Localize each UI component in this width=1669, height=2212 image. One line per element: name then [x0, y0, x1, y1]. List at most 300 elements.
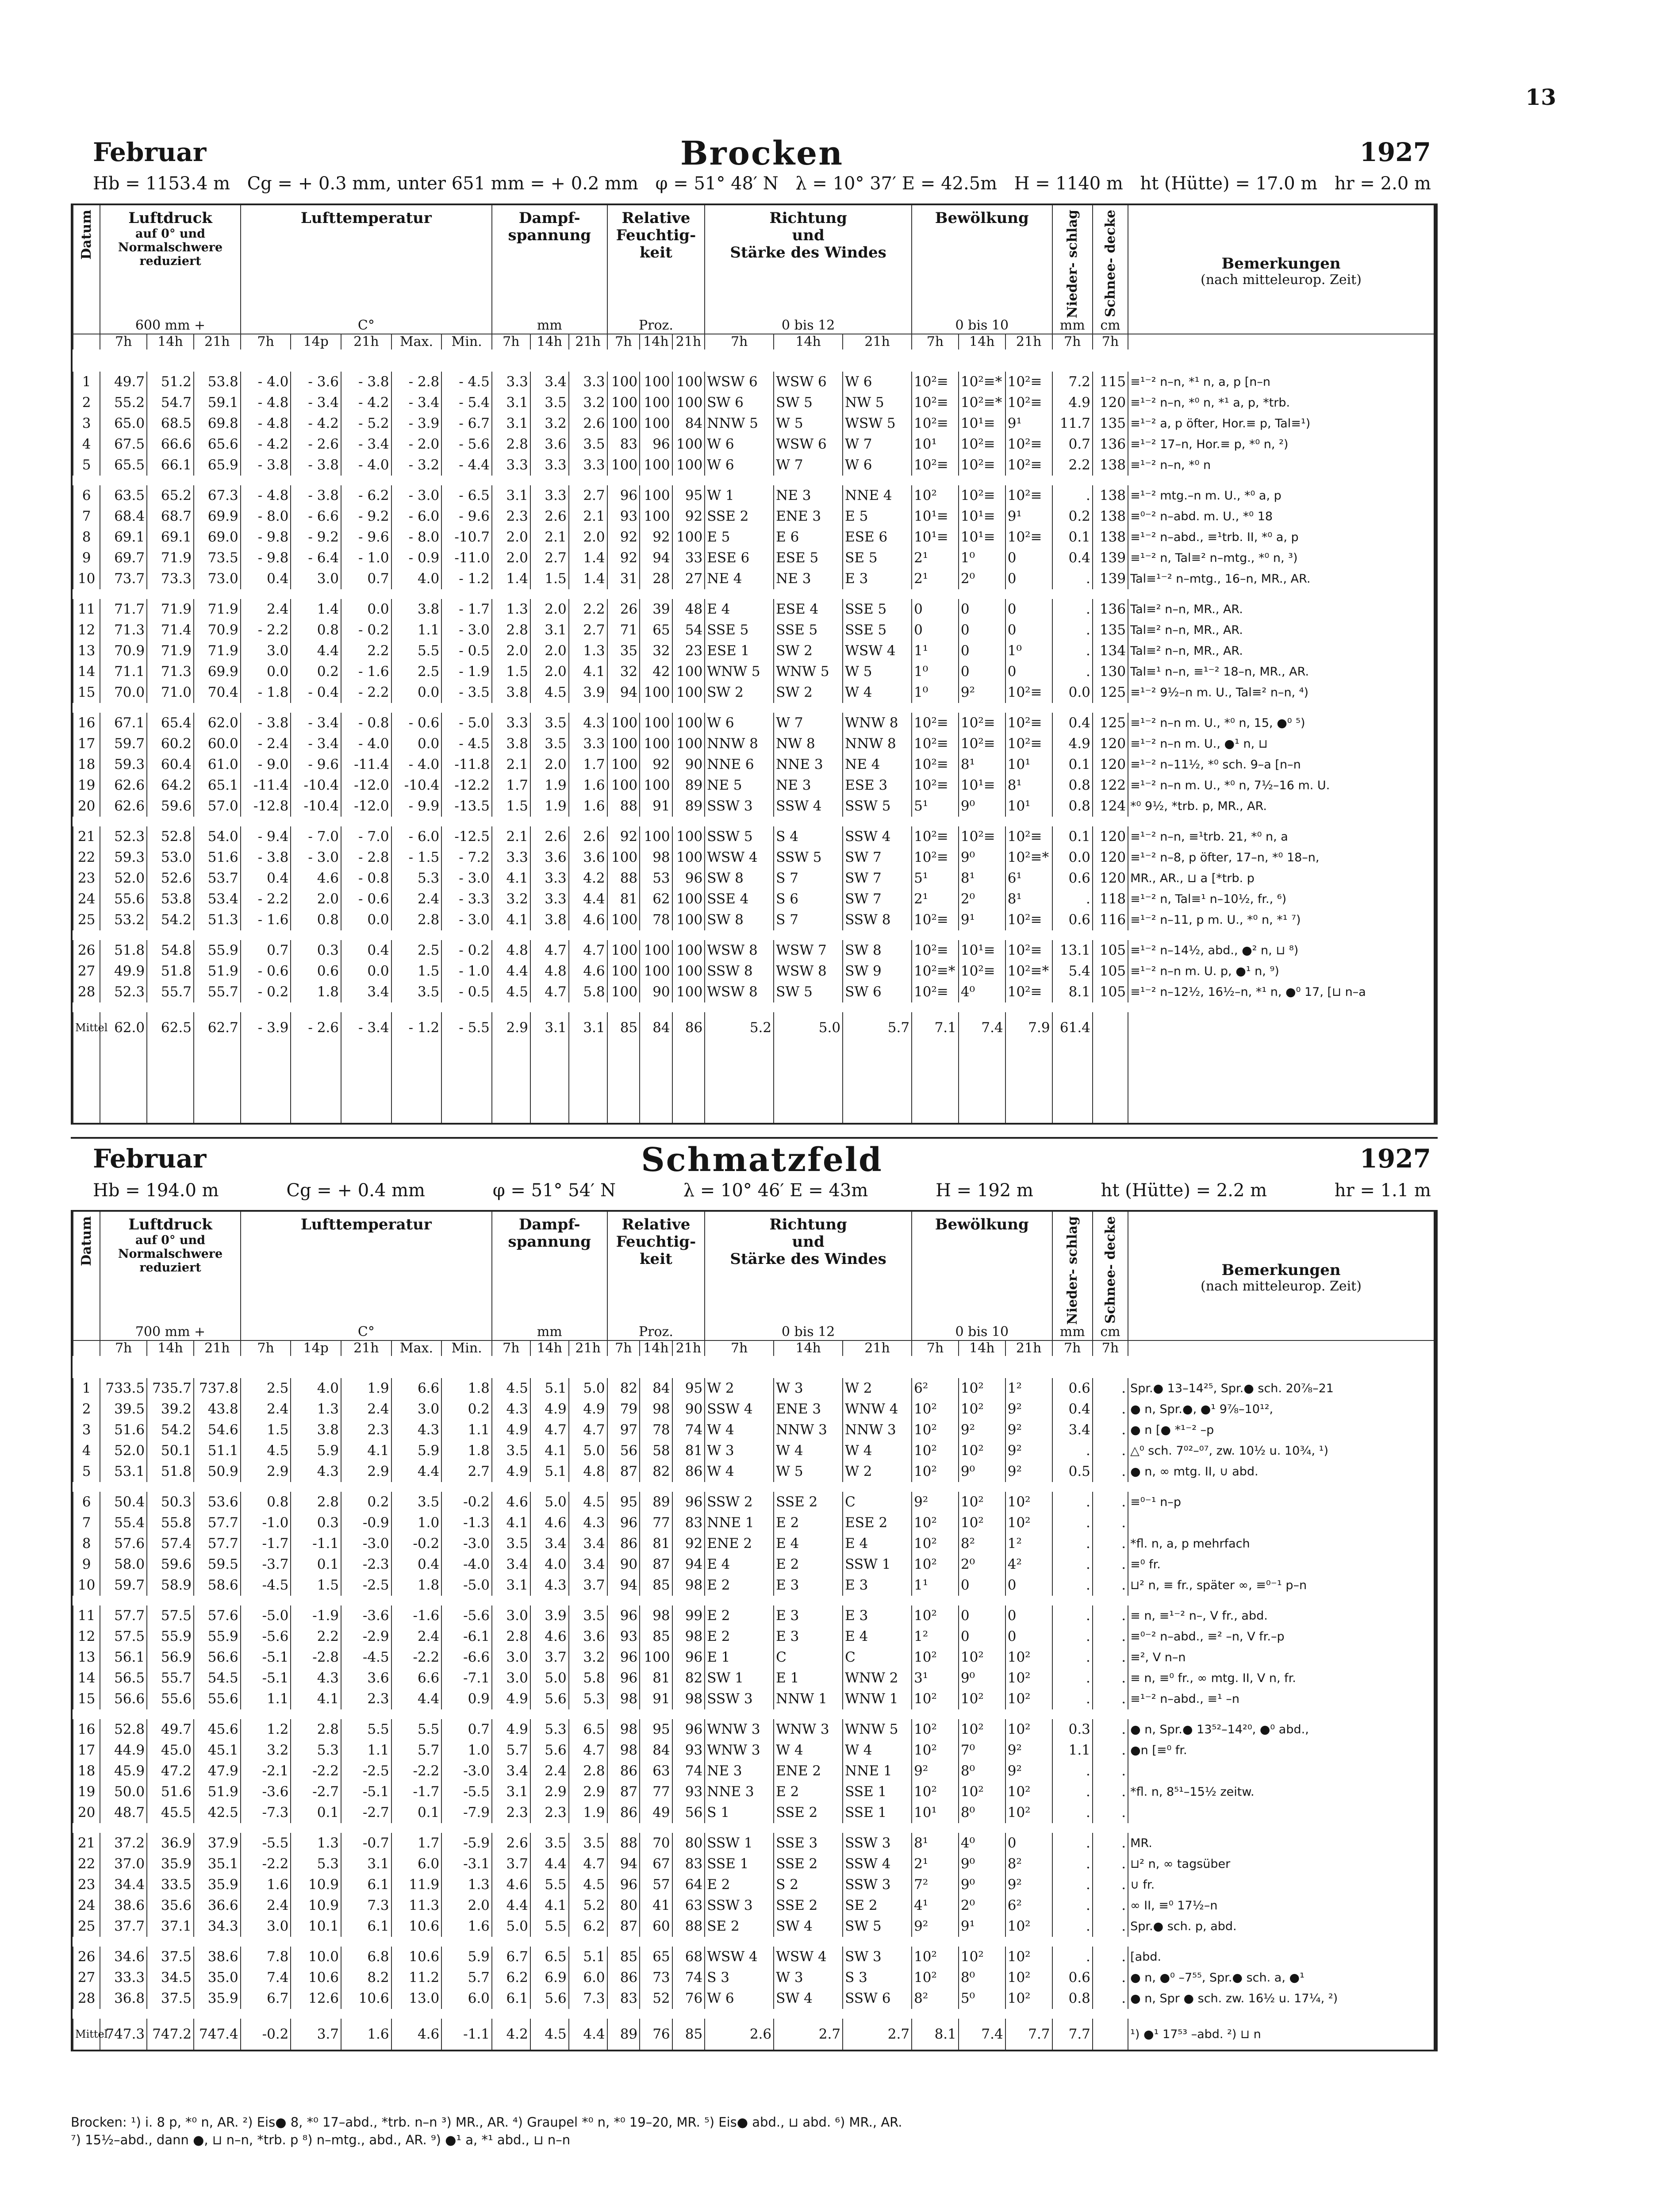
table-cell: 9² [912, 1916, 959, 1942]
table-cell: 0 [959, 1626, 1005, 1647]
table-cell: 92 [607, 548, 640, 568]
table-cell: 82 [640, 1461, 672, 1487]
table-cell: 60 [640, 1916, 672, 1942]
table-row [73, 1689, 1434, 1714]
station-constant: λ = 10° 46′ E = 43m [683, 1180, 868, 1201]
table-cell: SSW 4 [843, 1854, 912, 1874]
table-cell: 73.7 [100, 568, 147, 594]
header-schneedecke-label: Schnee- decke [1102, 1216, 1118, 1324]
table-cell: -2.2 [291, 1761, 341, 1782]
table-cell: 1.9 [530, 775, 569, 796]
table-cell: 3.1 [492, 1575, 530, 1601]
table-cell: 82 [607, 1367, 640, 1399]
table-cell: ≡¹⁻² n, Tal≡¹ n–10½, fr., ⁶) [1128, 889, 1434, 910]
table-cell: 138 [1093, 455, 1128, 480]
table-cell: 10¹ [912, 1802, 959, 1828]
table-cell: 9⁰ [959, 1668, 1005, 1689]
table-cell: 10²≡ [959, 822, 1005, 847]
mean-cell: 4.4 [569, 2014, 607, 2050]
table-cell: 10²≡* [1005, 847, 1052, 868]
table-cell: 98 [640, 1601, 672, 1626]
table-cell: SW 4 [774, 1916, 843, 1942]
table-cell: 9 [73, 1554, 100, 1575]
table-cell: 28 [640, 568, 672, 594]
table-cell: 10¹ [912, 434, 959, 455]
table-cell: 52.0 [100, 868, 147, 889]
table-cell: SSE 2 [774, 1487, 843, 1513]
header-dampfspannung [492, 1212, 607, 1325]
table-cell: 94 [672, 1554, 705, 1575]
table-cell: 0 [959, 641, 1005, 661]
table-cell: 87 [607, 1461, 640, 1487]
table-cell: 2.0 [530, 754, 569, 775]
table-cell: 19 [73, 775, 100, 796]
table-cell: 3.5 [391, 982, 442, 1007]
table-cell: . [1052, 1828, 1093, 1854]
table-cell: 105 [1093, 961, 1128, 982]
table-cell: 2.6 [530, 506, 569, 527]
table-cell: 8.1 [1052, 982, 1093, 1007]
table-cell: 15 [73, 1689, 100, 1714]
table-cell: 1.8 [391, 1575, 442, 1601]
table-cell: - 9.2 [341, 506, 391, 527]
table-cell: -5.9 [441, 1828, 492, 1854]
table-cell: SW 2 [705, 682, 774, 708]
table-cell: 62.0 [194, 708, 241, 733]
table-cell: SW 1 [705, 1668, 774, 1689]
header-term: 21h [569, 334, 607, 361]
table-cell: 8¹ [1005, 775, 1052, 796]
table-cell: 1.5 [492, 796, 530, 822]
table-cell: . [1052, 1874, 1093, 1895]
table-cell: -5.6 [241, 1626, 291, 1647]
table-cell: SW 8 [705, 910, 774, 935]
table-cell: SW 3 [843, 1942, 912, 1967]
table-cell: 83 [607, 1988, 640, 2014]
table-cell: E 3 [774, 1626, 843, 1647]
station-constant: hr = 1.1 m [1334, 1180, 1431, 1201]
table-row [73, 889, 1434, 910]
table-cell: 3.3 [492, 847, 530, 868]
table-cell: ≡¹⁻² n–n m. U. p, ●¹ n, ⁹) [1128, 961, 1434, 982]
table-cell: 71.7 [100, 594, 147, 620]
table-cell: 2.0 [441, 1895, 492, 1916]
table-cell: 0 [1005, 661, 1052, 682]
table-cell: 3.5 [569, 1601, 607, 1626]
table-cell: W 3 [705, 1440, 774, 1461]
header-term: Max. [391, 1340, 442, 1367]
table-cell: E 2 [705, 1601, 774, 1626]
table-cell: 39 [640, 594, 672, 620]
table-cell: 3.1 [492, 480, 530, 506]
table-cell: W 5 [774, 1461, 843, 1487]
table-cell: . [1093, 1513, 1128, 1533]
table-cell: 9² [1005, 1740, 1052, 1761]
table-cell: 15 [73, 682, 100, 708]
table-cell: 58.0 [100, 1554, 147, 1575]
table-cell: 92 [607, 822, 640, 847]
table-cell: - 9.8 [241, 548, 291, 568]
table-cell: 1.4 [569, 568, 607, 594]
table-cell: 13.1 [1052, 935, 1093, 961]
table-cell: 51.1 [194, 1440, 241, 1461]
table-cell: 55.6 [194, 1689, 241, 1714]
table-cell: 8.2 [341, 1967, 391, 1988]
table-cell: 56.1 [100, 1647, 147, 1668]
table-cell: Spr.● 13–14²⁵, Spr.● sch. 20⅞–21 [1128, 1367, 1434, 1399]
table-cell: 3¹ [912, 1668, 959, 1689]
table-cell: 0 [1005, 568, 1052, 594]
table-cell: 100 [640, 392, 672, 413]
header-term: 7h [912, 1340, 959, 1367]
table-cell: 6.2 [492, 1967, 530, 1988]
table-cell: 90 [672, 1399, 705, 1420]
table-cell: 4.7 [569, 1854, 607, 1874]
header-term: 14h [959, 1340, 1005, 1367]
mean-cell: 5.7 [843, 1007, 912, 1043]
table-cell: 10² [1005, 1942, 1052, 1967]
table-cell: - 3.8 [291, 455, 341, 480]
header-term: 14p [291, 1340, 341, 1367]
table-cell: 10²≡* [1005, 961, 1052, 982]
table-cell: - 2.6 [291, 434, 341, 455]
table-cell: . [1093, 1714, 1128, 1740]
table-cell: 53.8 [147, 889, 194, 910]
table-cell: 4.3 [569, 1513, 607, 1533]
table-cell: 96 [607, 1647, 640, 1668]
header-dampf-line: Dampf- [518, 209, 580, 227]
table-cell: -5.6 [441, 1601, 492, 1626]
table-cell: -5.5 [241, 1828, 291, 1854]
table-cell: 9⁰ [959, 1854, 1005, 1874]
table-cell: 32 [607, 661, 640, 682]
table-cell: 10² [959, 1440, 1005, 1461]
table-cell: 7.4 [241, 1967, 291, 1988]
table-cell: 35.0 [194, 1967, 241, 1988]
header-unit: 0 bis 10 [912, 318, 1052, 334]
table-cell: 5.1 [569, 1942, 607, 1967]
table-cell: - 4.5 [441, 733, 492, 754]
table-cell: 55.7 [194, 982, 241, 1007]
table-cell: 10²≡ [912, 361, 959, 392]
header-wind-line: Richtung [769, 209, 847, 227]
table-cell: SW 8 [843, 935, 912, 961]
header-term: 14h [640, 1340, 672, 1367]
table-cell: 10² [912, 1714, 959, 1740]
table-cell: - 3.0 [291, 847, 341, 868]
table-row [73, 1647, 1434, 1668]
table-cell: 4.2 [569, 868, 607, 889]
table-cell: WNW 5 [774, 661, 843, 682]
table-cell: 3 [73, 1420, 100, 1440]
mean-cell: 747.3 [100, 2014, 147, 2050]
table-cell: 45.1 [194, 1740, 241, 1761]
table-cell: 96 [607, 1601, 640, 1626]
table-cell: 98 [640, 1399, 672, 1420]
table-cell: 86 [607, 1761, 640, 1782]
table-cell: 10¹≡ [912, 506, 959, 527]
table-cell: -12.0 [341, 796, 391, 822]
table-cell: 0 [912, 594, 959, 620]
table-cell: 95 [672, 1367, 705, 1399]
table-cell: 0.4 [1052, 548, 1093, 568]
table-cell: 2.4 [241, 594, 291, 620]
empty-cell [774, 1043, 843, 1123]
table-cell: -2.5 [341, 1575, 391, 1601]
table-cell: 59.3 [100, 754, 147, 775]
header-term: 14h [640, 334, 672, 361]
table-cell: . [1093, 1440, 1128, 1461]
header-unit: mm [492, 1325, 607, 1340]
table-cell: 65.2 [147, 480, 194, 506]
mean-cell: 84 [640, 1007, 672, 1043]
table-cell: △⁰ sch. 7⁰²–⁰⁷, zw. 10½ u. 10¾, ¹) [1128, 1440, 1434, 1461]
table-cell: - 4.8 [241, 480, 291, 506]
table-cell: E 4 [843, 1533, 912, 1554]
table-cell: 10²≡ [912, 822, 959, 847]
table-cell: 2.5 [391, 661, 442, 682]
mean-cell: 4.2 [492, 2014, 530, 2050]
table-cell: WSW 6 [774, 434, 843, 455]
table-cell: 4.4 [391, 1461, 442, 1487]
table-row [73, 796, 1434, 822]
table-cell: 2⁰ [959, 889, 1005, 910]
table-cell: - 6.7 [441, 413, 492, 434]
table-cell: W 4 [774, 1740, 843, 1761]
empty-cell [640, 1043, 672, 1123]
table-cell: ≡¹⁻² n–n, ≡¹trb. 21, *⁰ n, a [1128, 822, 1434, 847]
table-cell: . [1052, 1533, 1093, 1554]
header-term: 7h [492, 334, 530, 361]
table-row [73, 1461, 1434, 1487]
table-cell: 6.9 [530, 1967, 569, 1988]
header-datum-label: Datum [79, 210, 95, 260]
table-cell: NNW 1 [774, 1689, 843, 1714]
table-cell: MR. [1128, 1828, 1434, 1854]
table-cell: SSW 3 [843, 1828, 912, 1854]
table-cell: SSE 1 [843, 1782, 912, 1802]
table-cell: 65.6 [194, 434, 241, 455]
table-cell: - 0.2 [441, 935, 492, 961]
table-cell: 2.0 [530, 641, 569, 661]
table-row [73, 455, 1434, 480]
table-cell: - 5.0 [441, 708, 492, 733]
table-cell: WNW 5 [705, 661, 774, 682]
header-wind-line: und [792, 227, 825, 245]
table-cell: 2¹ [912, 568, 959, 594]
table-cell: 10² [912, 1461, 959, 1487]
table-cell: 57.5 [147, 1601, 194, 1626]
table-cell: SW 7 [843, 889, 912, 910]
header-schneedecke [1093, 1212, 1128, 1325]
table-cell: 3.0 [241, 641, 291, 661]
table-cell: 2.2 [291, 1626, 341, 1647]
table-cell: 3.8 [492, 682, 530, 708]
table-cell: 10² [912, 1782, 959, 1802]
empty-cell [705, 1043, 774, 1123]
table-cell: 3.2 [241, 1740, 291, 1761]
table-row [73, 708, 1434, 733]
table-cell: SE 5 [843, 548, 912, 568]
table-cell: 83 [672, 1513, 705, 1533]
table-cell: - 2.2 [241, 620, 291, 641]
table-cell: W 6 [705, 455, 774, 480]
table-cell: 51.6 [100, 1420, 147, 1440]
header-luftdruck [100, 205, 241, 318]
table-cell: . [1052, 1689, 1093, 1714]
table-cell: SW 9 [843, 961, 912, 982]
table-cell: 84 [672, 413, 705, 434]
table-cell: - 3.0 [441, 868, 492, 889]
table-cell: 4.9 [492, 1689, 530, 1714]
table-cell: . [1052, 1761, 1093, 1782]
schmatzfeld-table-frame [71, 1210, 1438, 2051]
table-cell: - 3.0 [441, 910, 492, 935]
table-cell: 55.8 [147, 1513, 194, 1533]
table-cell: 10¹ [1005, 796, 1052, 822]
table-cell: 5.7 [441, 1967, 492, 1988]
table-cell: 2.0 [291, 889, 341, 910]
table-cell: 4.9 [492, 1420, 530, 1440]
table-cell: 1.2 [241, 1714, 291, 1740]
table-cell: 134 [1093, 641, 1128, 661]
table-cell: 1¹ [912, 641, 959, 661]
table-cell: 10² [1005, 1916, 1052, 1942]
table-cell: 4.3 [530, 1575, 569, 1601]
table-cell: NNE 3 [705, 1782, 774, 1802]
table-row [73, 434, 1434, 455]
table-cell: 2¹ [912, 548, 959, 568]
table-cell: 100 [640, 961, 672, 982]
table-cell: 96 [640, 434, 672, 455]
table-cell: 2⁰ [959, 568, 1005, 594]
table-cell: ≡¹⁻² n–abd., ≡¹trb. II, *⁰ a, p [1128, 527, 1434, 548]
table-cell: 92 [640, 754, 672, 775]
table-cell: . [1093, 1782, 1128, 1802]
table-row [73, 1554, 1434, 1575]
table-cell: 8⁰ [959, 1761, 1005, 1782]
table-cell: 5.7 [492, 1740, 530, 1761]
table-cell: 4.7 [530, 982, 569, 1007]
table-cell: 100 [607, 392, 640, 413]
table-cell: . [1093, 1487, 1128, 1513]
table-cell: 54.0 [194, 822, 241, 847]
table-cell: 10² [912, 1601, 959, 1626]
table-cell: 3.4 [1052, 1420, 1093, 1440]
table-cell: 118 [1093, 889, 1128, 910]
table-cell: WSW 4 [705, 1942, 774, 1967]
table-cell: 4.8 [569, 1461, 607, 1487]
table-cell: . [1093, 1802, 1128, 1828]
table-cell: - 9.6 [291, 754, 341, 775]
table-cell: 95 [607, 1487, 640, 1513]
table-cell: WNW 4 [843, 1399, 912, 1420]
table-cell: 737.8 [194, 1367, 241, 1399]
table-cell: 57.7 [194, 1533, 241, 1554]
table-cell: 21 [73, 822, 100, 847]
table-cell: 0.0 [241, 661, 291, 682]
table-cell: 4.7 [569, 1420, 607, 1440]
table-cell: 5.8 [569, 1668, 607, 1689]
table-cell: 18 [73, 1761, 100, 1782]
table-cell: 77 [640, 1782, 672, 1802]
table-cell: 51.2 [147, 361, 194, 392]
table-cell: 100 [640, 413, 672, 434]
table-cell: S 3 [843, 1967, 912, 1988]
table-cell: NE 3 [774, 568, 843, 594]
table-cell: ≡ n, ≡⁰ fr., ∞ mtg. II, V n, fr. [1128, 1668, 1434, 1689]
header-luftdruck-line: auf 0° und [135, 227, 205, 241]
table-cell: SSW 3 [705, 1895, 774, 1916]
table-cell: - 0.6 [391, 708, 442, 733]
table-cell: WNW 5 [843, 1714, 912, 1740]
table-cell: 1.7 [569, 754, 607, 775]
mean-cell: 4.5 [530, 2014, 569, 2050]
empty-cell [492, 1043, 530, 1123]
header-luftdruck-line: reduziert [139, 254, 201, 269]
table-cell: 52.0 [100, 1440, 147, 1461]
table-cell: 54.6 [194, 1420, 241, 1440]
table-cell: . [1093, 1874, 1128, 1895]
table-cell: C [774, 1647, 843, 1668]
table-cell: -10.4 [391, 775, 442, 796]
table-cell: 47.9 [194, 1761, 241, 1782]
table-cell: 69.1 [100, 527, 147, 548]
table-cell: 1.7 [391, 1828, 442, 1854]
station-constant: φ = 51° 48′ N [655, 173, 779, 194]
table-cell: 8⁰ [959, 1967, 1005, 1988]
mean-cell: 5.2 [705, 1007, 774, 1043]
table-cell: 58.9 [147, 1575, 194, 1601]
table-cell: 10² [1005, 1647, 1052, 1668]
mean-cell: -0.2 [241, 2014, 291, 2050]
table-cell: 10²≡ [912, 935, 959, 961]
table-cell: 5.5 [341, 1714, 391, 1740]
table-row [73, 775, 1434, 796]
table-cell: 122 [1093, 775, 1128, 796]
table-cell: 9¹ [1005, 413, 1052, 434]
table-cell: 54.2 [147, 1420, 194, 1440]
header-term: 14h [959, 334, 1005, 361]
table-cell: NW 5 [843, 392, 912, 413]
table-cell: 1.9 [569, 1802, 607, 1828]
table-cell: 10²≡ [1005, 434, 1052, 455]
table-cell: SSW 3 [705, 796, 774, 822]
table-cell [1128, 1513, 1434, 1533]
header-bemerkungen-line: (nach mitteleurop. Zeit) [1201, 272, 1362, 288]
table-cell: 136 [1093, 594, 1128, 620]
table-cell: 48 [672, 594, 705, 620]
table-cell: 69.9 [194, 506, 241, 527]
mean-cell: 62.7 [194, 1007, 241, 1043]
header-term-blank [1128, 1340, 1434, 1367]
table-cell: 96 [607, 1874, 640, 1895]
table-cell: 8¹ [1005, 889, 1052, 910]
table-cell: 2⁰ [959, 1895, 1005, 1916]
table-cell: 3.2 [569, 392, 607, 413]
table-cell: S 7 [774, 868, 843, 889]
table-cell: 50.9 [194, 1461, 241, 1487]
table-cell: 70.9 [100, 641, 147, 661]
table-cell: 5.9 [441, 1942, 492, 1967]
table-cell: 4.9 [530, 1399, 569, 1420]
table-cell: 81 [607, 889, 640, 910]
table-cell: 6² [1005, 1895, 1052, 1916]
table-cell: -10.4 [291, 775, 341, 796]
table-cell: . [1093, 1916, 1128, 1942]
table-cell: 71.0 [147, 682, 194, 708]
table-cell: 2 [73, 1399, 100, 1420]
